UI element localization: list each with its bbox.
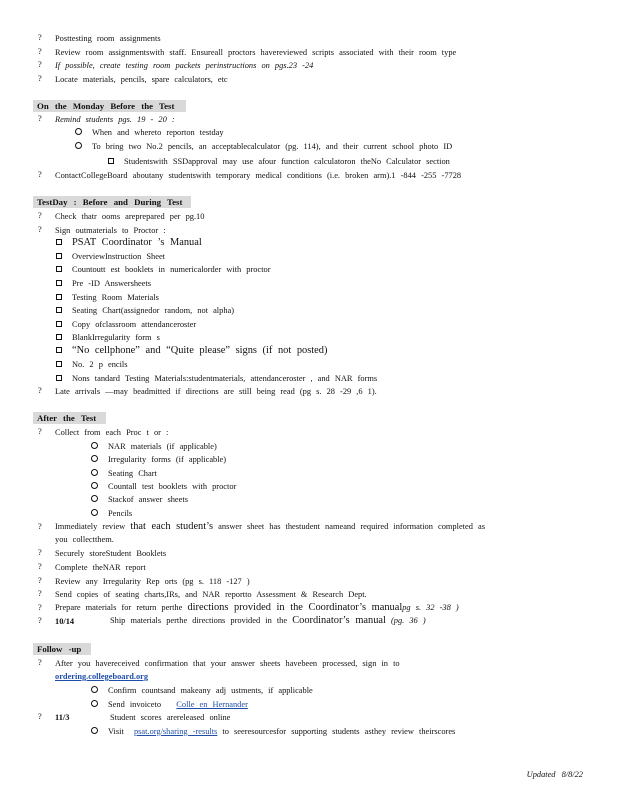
missing-glyph-icon: ? xyxy=(38,33,42,42)
square-bullet-icon xyxy=(56,280,62,286)
list-item: Countoutt est booklets in numericalorder with proctor xyxy=(56,264,271,275)
circle-bullet-icon xyxy=(75,142,82,149)
task-posttesting: Posttesting room assignments xyxy=(55,34,161,43)
section-heading-after: After the Test xyxy=(33,412,106,424)
task-late-arrivals: Late arrivals —may beadmitted if directions are still being read (pg s. 28 -29 ,6 1). xyxy=(55,387,377,396)
missing-glyph-icon: ? xyxy=(38,562,42,571)
section-heading-monday: On the Monday Before the Test xyxy=(33,100,186,112)
list-item: Pre -ID Answersheets xyxy=(56,278,151,289)
missing-glyph-icon: ? xyxy=(38,47,42,56)
task-store-booklets: Securely storeStudent Booklets xyxy=(55,549,167,558)
task-remind-students: Remind students pgs. 19 - 20 : xyxy=(55,115,175,124)
circle-bullet-icon xyxy=(91,686,98,693)
psat-sharing-link[interactable]: psat.org/sharing -results xyxy=(133,727,218,736)
task-testing-packets: If possible, create testing room packets perinstructions on pgs.23 -24 xyxy=(55,61,314,70)
circle-bullet-icon xyxy=(91,455,98,462)
task-complete-nar: Complete theNAR report xyxy=(55,563,146,572)
list-item: Copy ofclassroom attendanceroster xyxy=(56,319,196,330)
missing-glyph-icon: ? xyxy=(38,427,42,436)
task-send-copies: Send copies of seating charts,IRs, and NAR reportto Assessment & Research Dept. xyxy=(55,590,367,599)
square-bullet-icon xyxy=(56,361,62,367)
list-item: To bring two No.2 pencils, an acceptablecalculator (pg. 114), and their current school photo ID xyxy=(75,141,452,152)
missing-glyph-icon: ? xyxy=(38,616,42,625)
list-item: Seating Chart(assignedor random, not alpha) xyxy=(56,305,234,316)
list-item: NAR materials (if applicable) xyxy=(91,441,217,452)
task-locate-materials: Locate materials, pencils, spare calculators, etc xyxy=(55,75,228,84)
list-item: No. 2 p encils xyxy=(56,359,128,370)
square-bullet-icon xyxy=(56,321,62,327)
circle-bullet-icon xyxy=(91,700,98,707)
missing-glyph-icon: ? xyxy=(38,576,42,585)
list-item: Pencils xyxy=(91,508,132,519)
missing-glyph-icon: ? xyxy=(38,522,42,531)
list-item-ssd: Studentswith SSDapproval may use afour function calculatoron theNo Calculator section xyxy=(108,156,450,167)
ordering-link[interactable]: ordering.collegeboard.org xyxy=(55,672,149,681)
task-immediately-review-cont: you collectthem. xyxy=(55,535,114,544)
square-bullet-icon xyxy=(56,239,62,245)
missing-glyph-icon: ? xyxy=(38,114,42,123)
missing-glyph-icon: ? xyxy=(38,712,42,721)
list-item: Visit psat.org/sharing -results to seeresourcesfor supporting students asthey review theirscores xyxy=(91,726,455,737)
task-collect: Collect from each Proc t or : xyxy=(55,428,169,437)
circle-bullet-icon xyxy=(91,495,98,502)
missing-glyph-icon: ? xyxy=(38,603,42,612)
missing-glyph-icon: ? xyxy=(38,386,42,395)
task-review-assignments: Review room assignmentswith staff. Ensureall proctors havereviewed scripts associated with their room type xyxy=(55,48,457,57)
list-item: Irregularity forms (if applicable) xyxy=(91,454,226,465)
list-item: “No cellphone” and “Quite please” signs (if not posted) xyxy=(56,345,327,356)
task-prepare-materials: Prepare materials for return perthe directions provided in the Coordinator’s manualpg s. 32 -38 ) xyxy=(55,602,459,613)
square-bullet-icon xyxy=(56,375,62,381)
task-scores-released: Student scores arereleased online xyxy=(110,713,231,722)
list-item: BlankIrregularity form s xyxy=(56,332,160,343)
section-heading-followup: Follow -up xyxy=(33,643,91,655)
task-after-received: After you havereceived confirmation that your answer sheets havebeen processed, sign in to xyxy=(55,659,400,668)
missing-glyph-icon: ? xyxy=(38,225,42,234)
list-item: Testing Room Materials xyxy=(56,292,159,303)
square-bullet-icon xyxy=(56,347,62,353)
square-bullet-icon xyxy=(56,307,62,313)
list-item: Countall test booklets with proctor xyxy=(91,481,236,492)
missing-glyph-icon: ? xyxy=(38,60,42,69)
square-bullet-icon xyxy=(56,294,62,300)
invoice-contact-link[interactable]: Colle en Hernander xyxy=(176,700,248,709)
task-review-irregularity: Review any Irregularity Rep orts (pg s. 118 -127 ) xyxy=(55,577,250,586)
list-item: Send invoiceto Colle en Hernander xyxy=(91,699,248,710)
missing-glyph-icon: ? xyxy=(38,658,42,667)
section-heading-testday: TestDay : Before and During Test xyxy=(33,196,191,208)
missing-glyph-icon: ? xyxy=(38,74,42,83)
circle-bullet-icon xyxy=(91,482,98,489)
list-item: Stackof answer sheets xyxy=(91,494,188,505)
square-bullet-icon xyxy=(56,334,62,340)
ship-date: 10/14 xyxy=(55,617,75,626)
missing-glyph-icon: ? xyxy=(38,211,42,220)
list-item: PSAT Coordinator ’s Manual xyxy=(56,237,202,248)
circle-bullet-icon xyxy=(91,442,98,449)
task-sign-out-materials: Sign outmaterials to Proctor : xyxy=(55,226,166,235)
circle-bullet-icon xyxy=(75,128,82,135)
square-bullet-icon xyxy=(56,266,62,272)
updated-date: Updated 8/8/22 xyxy=(526,770,583,779)
circle-bullet-icon xyxy=(91,727,98,734)
square-bullet-icon xyxy=(56,253,62,259)
list-item: Confirm countsand makeany adj ustments, if applicable xyxy=(91,685,313,696)
task-ship-materials: Ship materials perthe directions provided in the Coordinator’s manual (pg. 36 ) xyxy=(110,615,426,626)
list-item: When and whereto reporton testday xyxy=(75,127,224,138)
missing-glyph-icon: ? xyxy=(38,589,42,598)
task-contact-collegeboard: ContactCollegeBoard aboutany studentswith temporary medical conditions (i.e. broken arm).1 -844 -255 -7728 xyxy=(55,171,462,180)
list-item: Seating Chart xyxy=(91,468,157,479)
list-item: Nons tandard Testing Materials:studentmaterials, attendanceroster , and NAR forms xyxy=(56,373,377,384)
task-check-rooms: Check thatr ooms areprepared per pg.10 xyxy=(55,212,205,221)
circle-bullet-icon xyxy=(91,469,98,476)
circle-bullet-icon xyxy=(91,509,98,516)
missing-glyph-icon: ? xyxy=(38,170,42,179)
square-bullet-icon xyxy=(108,158,114,164)
list-item: OverviewInstruction Sheet xyxy=(56,251,165,262)
scores-date: 11/3 xyxy=(55,713,70,722)
task-immediately-review: Immediately review that each student’s answer sheet has thestudent nameand required information completed as xyxy=(55,521,485,532)
missing-glyph-icon: ? xyxy=(38,548,42,557)
